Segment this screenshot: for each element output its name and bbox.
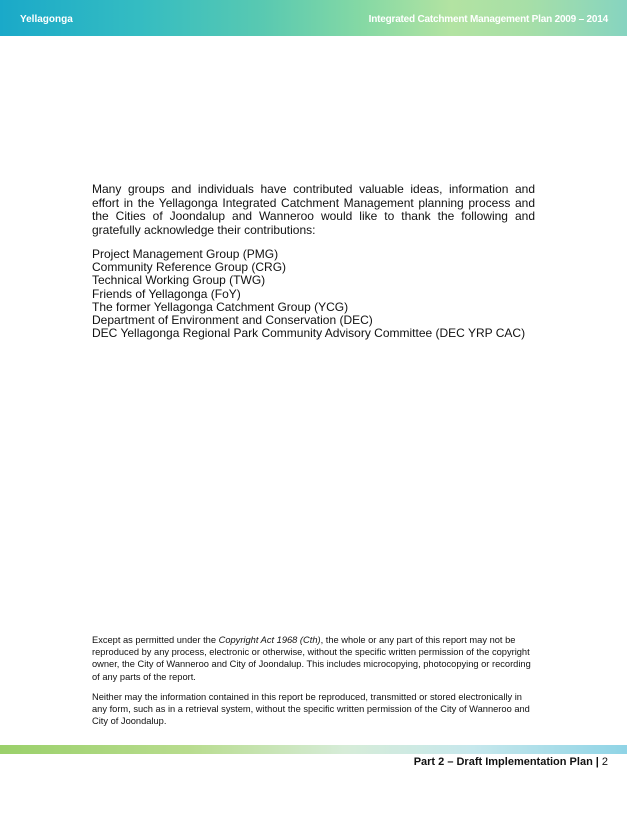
contributor-item: Technical Working Group (TWG) [92, 273, 266, 288]
contributor-item: Community Reference Group (CRG) [92, 260, 287, 275]
contributor-item: Friends of Yellagonga (FoY) [92, 286, 241, 301]
page-header [0, 0, 627, 36]
contributor-item: The former Yellagonga Catchment Group (YCG) [92, 299, 349, 314]
acknowledgement-paragraph: Many groups and individuals have contributed valuable ideas, information and effort in the Yellagonga Integrated Catchment Management planning process and the Cities of Joondalup and Wanneroo would like to thank the following and gratefully acknowledge their contributions: [92, 182, 535, 237]
copyright-notice [92, 634, 534, 683]
header-title-right: Integrated Catchment Management Plan 2009 – 2014 [368, 14, 608, 25]
footer-separator: | [595, 756, 599, 768]
header-title-left: Yellagonga [20, 14, 73, 25]
reproduction-notice: Neither may the information contained in this report be reproduced, transmitted or stored electronically in any form, such as in a retrieval system, without the specific written permission of the City of Wanneroo and City of Joondalup. [92, 692, 530, 727]
contributor-item: DEC Yellagonga Regional Park Community Advisory Committee (DEC YRP CAC) [92, 326, 526, 341]
contributor-item: Project Management Group (PMG) [92, 247, 279, 261]
copyright-prefix: Except as permitted under the [92, 635, 219, 645]
copyright-act-title: Copyright Act 1968 (Cth) [218, 635, 321, 645]
footer-color-band [0, 745, 627, 754]
contributor-list [92, 248, 552, 340]
page-footer [414, 756, 608, 768]
copyright-suffix: , the whole or any part of this report may not be reproduced by any process, electronic or otherwise, without the specific written permission of the copyright owner, the City of Wanneroo and City of Joondalup. This includes microcopying, photocopying or recording of any parts of the report. [92, 635, 531, 682]
contributor-item: Department of Environment and Conservation (DEC) [92, 313, 373, 328]
footer-label: Part 2 – Draft Implementation Plan [413, 756, 593, 768]
page-number: 2 [601, 756, 608, 768]
